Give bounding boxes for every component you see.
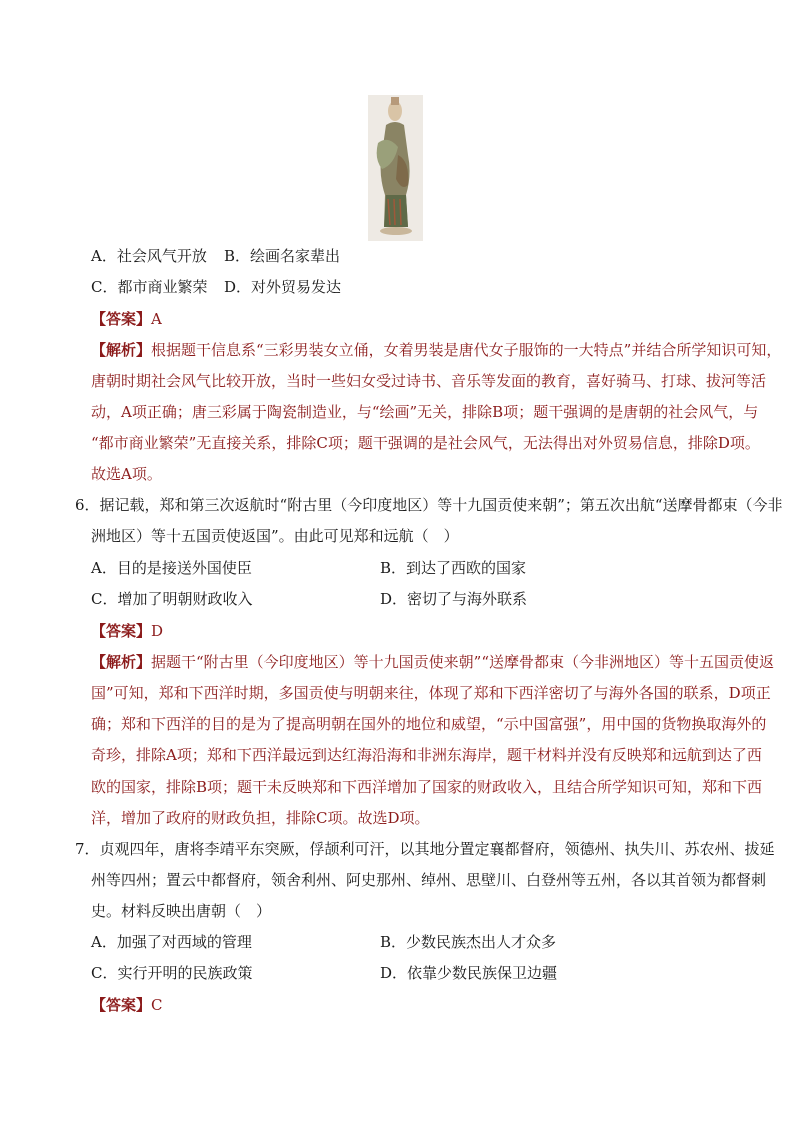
q5-analysis-line-1 (91, 340, 781, 360)
q6-stem-line-1: 6．据记载，郑和第三次返航时“附古里（今印度地区）等十九国贡使来朝”；第五次出航“送摩骨都束（今非 (75, 496, 783, 514)
analysis-tag: 【解析】 (91, 653, 152, 671)
q6-analysis-line-1 (91, 652, 774, 672)
q6-option-d: D．密切了与海外联系 (380, 590, 528, 608)
answer-tag: 【答案】 (91, 622, 152, 640)
q7-option-c: C．实行开明的民族政策 (91, 964, 253, 982)
q5-analysis-line-5: 故选A项。 (91, 465, 162, 483)
q5-analysis-line-3: 动，A项正确；唐三彩属于陶瓷制造业，与“绘画”无关，排除B项；题干强调的是唐朝的社会风气，与 (91, 403, 759, 421)
q6-option-a: A．目的是接送外国使臣 (91, 559, 252, 577)
q6-analysis-line-5: 欧的国家，排除B项；题干未反映郑和下西洋增加了国家的财政收入，且结合所学知识可知，郑和下西 (91, 778, 763, 796)
q7-stem-line-1: 7．贞观四年，唐将李靖平东突厥，俘颉利可汗，以其地分置定襄都督府，领德州、执失川、苏农州、拔延 (75, 840, 775, 858)
analysis-text: 据题干“附古里（今印度地区）等十九国贡使来朝”“送摩骨都束（今非洲地区）等十五国贡使返 (151, 653, 775, 671)
q5-option-c: C．都市商业繁荣 (91, 278, 208, 296)
q5-analysis-line-2: 唐朝时期社会风气比较开放，当时一些妇女受过诗书、音乐等发面的教育，喜好骑马、打球、拔河等活 (91, 372, 767, 390)
answer-tag: 【答案】 (91, 310, 152, 328)
q7-option-a: A．加强了对西域的管理 (91, 933, 252, 951)
q5-option-b: B．绘画名家辈出 (224, 247, 341, 265)
answer-value: D (151, 622, 164, 640)
q6-stem-line-2: 洲地区）等十五国贡使返国”。由此可见郑和远航（ ） (91, 527, 459, 545)
analysis-tag: 【解析】 (91, 341, 152, 359)
answer-value: A (151, 310, 162, 328)
q7-stem-line-2: 州等四州；置云中都督府，领舍利州、阿史那州、绰州、思壁川、白登州等五州，各以其首领为都督刺 (91, 871, 767, 889)
q5-option-d: D．对外贸易发达 (224, 278, 342, 296)
q7-answer (91, 995, 163, 1015)
answer-value: C (151, 996, 163, 1014)
tang-sancai-figurine-image (368, 95, 423, 241)
q7-stem-line-3: 史。材料反映出唐朝（ ） (91, 902, 272, 920)
q6-answer (91, 621, 163, 641)
q6-option-c: C．增加了明朝财政收入 (91, 590, 253, 608)
q7-option-d: D．依靠少数民族保卫边疆 (380, 964, 558, 982)
figurine-illustration (368, 95, 423, 241)
answer-tag: 【答案】 (91, 996, 152, 1014)
q5-option-a: A．社会风气开放 (91, 247, 207, 265)
q6-analysis-line-4: 奇珍，排除A项；郑和下西洋最远到达红海沿海和非洲东海岸，题干材料并没有反映郑和远航到达了西 (91, 746, 762, 764)
q6-analysis-line-2: 国”可知，郑和下西洋时期，多国贡使与明朝来往，体现了郑和下西洋密切了与海外各国的联系，D项正 (91, 684, 771, 702)
q5-answer (91, 309, 162, 329)
analysis-text: 根据题干信息系“三彩男装女立俑，女着男装是唐代女子服饰的一大特点”并结合所学知识可知， (151, 341, 782, 359)
q6-analysis-line-3: 确；郑和下西洋的目的是为了提高明朝在国外的地位和威望，“示中国富强”，用中国的货物换取海外的 (91, 715, 767, 733)
q6-analysis-line-6: 洋，增加了政府的财政负担，排除C项。故选D项。 (91, 809, 430, 827)
q6-option-b: B．到达了西欧的国家 (380, 559, 527, 577)
q5-analysis-line-4: “都市商业繁荣”无直接关系，排除C项；题干强调的是社会风气，无法得出对外贸易信息，排除D项。 (91, 434, 760, 452)
q7-option-b: B．少数民族杰出人才众多 (380, 933, 557, 951)
